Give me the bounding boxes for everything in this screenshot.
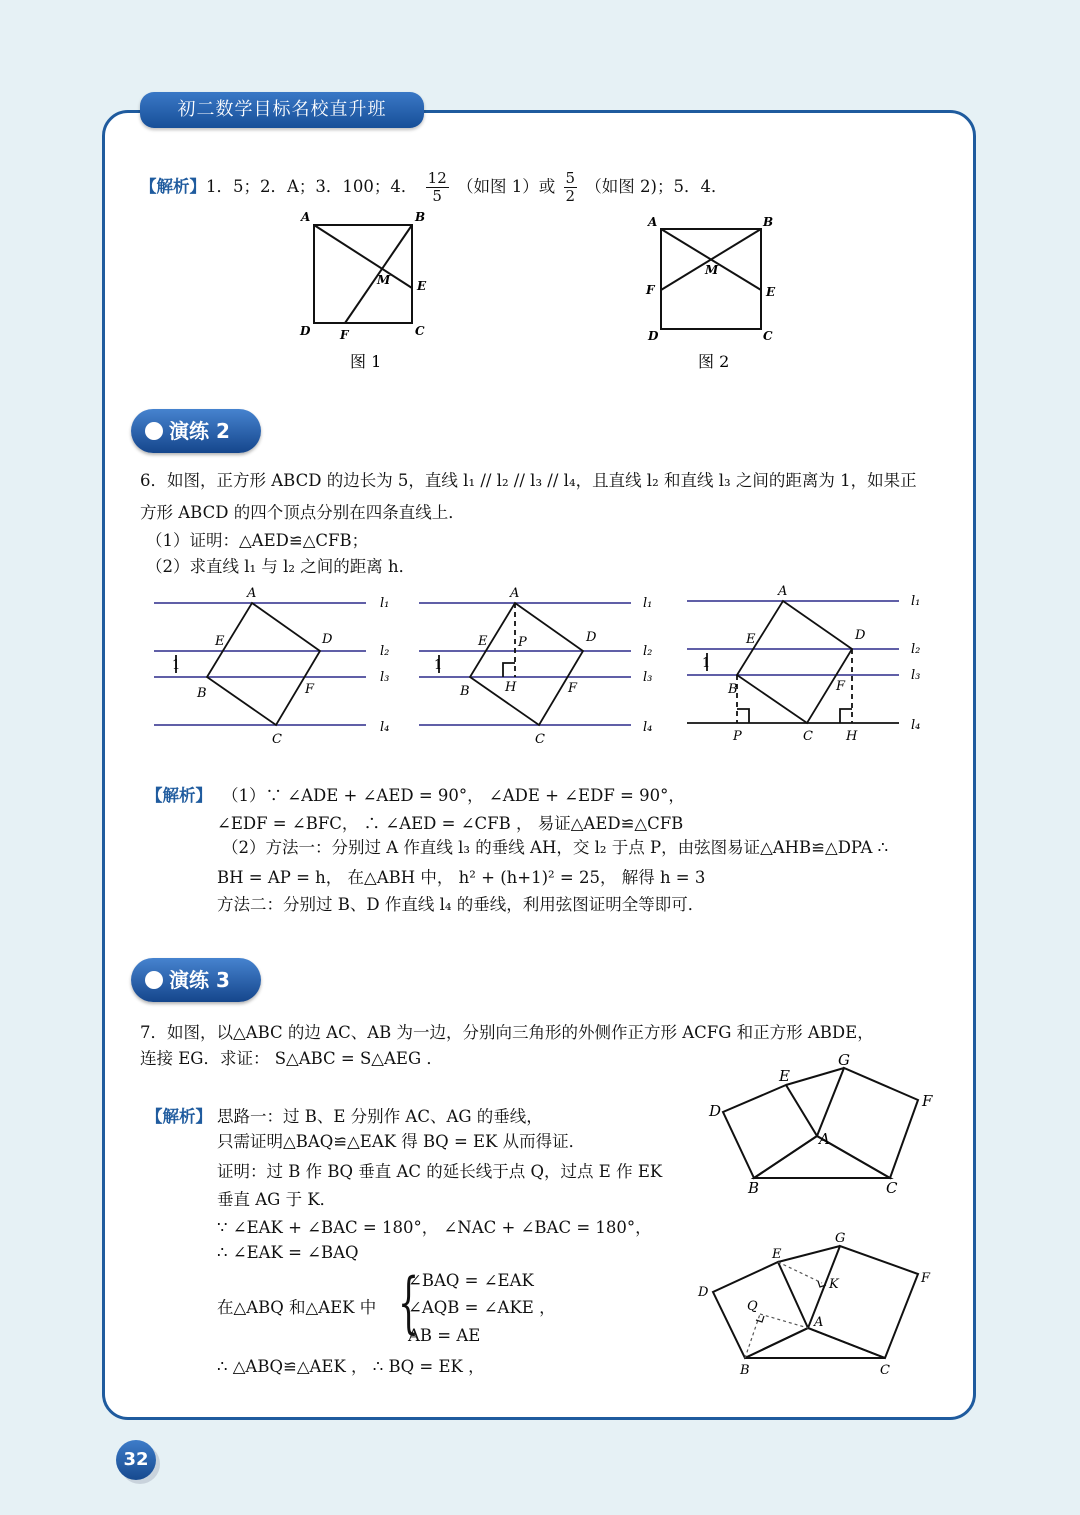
header-title: 初二数学目标名校直升班 — [140, 92, 424, 128]
fig2-label-d: D — [648, 329, 659, 343]
q7b-K: K — [829, 1277, 839, 1292]
fraction-5-2: $\frac{5}{2}$ — [565, 169, 576, 205]
q7a-F: F — [922, 1092, 933, 1110]
sol7-cond2: ∠AQB = ∠AKE ， — [408, 1298, 556, 1317]
q7a-D: D — [709, 1102, 722, 1120]
fraction-12-5: $\frac{12}{5}$ — [427, 169, 447, 205]
answer-part2: （如图 1）或 — [457, 177, 556, 196]
q7b-A: A — [814, 1315, 824, 1330]
sol7-cond1: ∠BAQ = ∠EAK — [408, 1271, 534, 1290]
q6-line2: 方形 ABCD 的四个顶点分别在四条直线上． — [140, 503, 465, 522]
bullet-icon — [145, 422, 163, 440]
sol6-line2: ∠EDF = ∠BFC， ∴ ∠AED = ∠CFB ， 易证△AED≌△CFB — [217, 814, 684, 833]
q7a-G: G — [838, 1051, 850, 1069]
q6c-l4: l₄ — [911, 718, 921, 733]
fig1-label-e: E — [417, 279, 427, 293]
q6c-one: 1 — [702, 656, 711, 671]
fig1-caption: 图 1 — [350, 352, 382, 371]
sol6-line1: （1）∵ ∠ADE + ∠AED = 90°， ∠ADE + ∠EDF = 90°， — [222, 786, 685, 805]
q6a-F: F — [305, 682, 315, 697]
fig1-label-m: M — [377, 273, 391, 287]
q6b-one: 1 — [434, 658, 443, 673]
q7b-B: B — [740, 1363, 750, 1378]
figure-1 — [295, 210, 435, 380]
sol7-line3: 证明：过 B 作 BQ 垂直 AC 的延长线于点 Q，过点 E 作 EK — [217, 1162, 663, 1181]
q6-sub2: （2）求直线 l₁ 与 l₂ 之间的距离 h． — [146, 557, 416, 576]
sol7-line8: ∴ △ABQ≌△AEK ， ∴ BQ = EK ， — [217, 1357, 485, 1376]
q6c-B: B — [728, 682, 738, 697]
q6-line1: 6．如图，正方形 ABCD 的边长为 5，直线 l₁ // l₂ // l₃ // l₄，且直线 l₂ 和直线 l₃ 之间的距离为 1，如果正 — [140, 471, 917, 490]
q6b-E: E — [478, 634, 488, 649]
q7a-A: A — [819, 1130, 830, 1148]
q6c-D: D — [855, 628, 866, 643]
q6-sub1: （1）证明：△AED≌△CFB； — [146, 531, 369, 550]
sol7-line6: ∴ ∠EAK = ∠BAQ — [217, 1243, 359, 1262]
q6a-l4: l₄ — [380, 720, 390, 735]
q6b-l3: l₃ — [643, 670, 653, 685]
q7-line1: 7．如图，以△ABC 的边 AC、AB 为一边，分别向三角形的外侧作正方形 ACFG 和正方形 ABDE， — [140, 1023, 874, 1042]
q6a-l3: l₃ — [380, 670, 390, 685]
answer-part1: 1．5；2．A；3．100；4． — [206, 177, 418, 196]
sol7-line7: 在△ABQ 和△AEK 中 — [217, 1298, 377, 1317]
q7-figure-2 — [690, 1228, 940, 1388]
q6c-l2: l₂ — [911, 642, 921, 657]
answers-line — [140, 170, 727, 205]
page-number: 32 — [116, 1440, 156, 1480]
q6a-E: E — [215, 634, 225, 649]
sol7-line4: 垂直 AG 于 K． — [217, 1190, 337, 1209]
q7b-D: D — [698, 1285, 709, 1300]
q7a-B: B — [748, 1179, 760, 1197]
brace-symbol: { — [398, 1264, 419, 1341]
fig2-label-a: A — [648, 215, 658, 229]
q6b-H: H — [505, 680, 517, 695]
fig1-label-b: B — [415, 210, 426, 224]
fig2-label-f: F — [646, 283, 655, 297]
q6a-D: D — [322, 632, 333, 647]
sol6-line5: 方法二：分别过 B、D 作直线 l₄ 的垂线，利用弦图证明全等即可． — [217, 895, 705, 914]
sol7-line5: ∵ ∠EAK + ∠BAC = 180°， ∠NAC + ∠BAC = 180°， — [217, 1218, 652, 1237]
q6b-B: B — [460, 684, 470, 699]
q6a-l1: l₁ — [380, 596, 390, 611]
sol7-line2: 只需证明△BAQ≌△EAK 得 BQ = EK 从而得证． — [217, 1132, 586, 1151]
q6a-l2: l₂ — [380, 644, 390, 659]
q6a-C: C — [272, 732, 282, 747]
fig2-label-c: C — [763, 329, 773, 343]
bullet-icon — [145, 971, 163, 989]
q6-figure-b — [415, 585, 665, 745]
q7b-C: C — [880, 1363, 890, 1378]
q6b-D: D — [586, 630, 597, 645]
q7b-F: F — [921, 1271, 931, 1286]
section-badge-2 — [131, 409, 261, 453]
q6a-one: 1 — [172, 658, 181, 673]
sol7-cond3: AB = AE — [408, 1326, 481, 1345]
fig1-label-f: F — [340, 328, 349, 342]
q7b-G: G — [835, 1231, 846, 1246]
q6b-P: P — [518, 635, 527, 650]
sol6-line3: （2）方法一：分别过 A 作直线 l₃ 的垂线 AH，交 l₂ 于点 P，由弦图易证△AHB≌△DPA ∴ — [222, 838, 889, 857]
figure-2 — [640, 212, 785, 382]
q6b-C: C — [535, 732, 545, 747]
section-badge-3 — [131, 958, 261, 1002]
q6-figure-c — [683, 583, 933, 748]
q7a-E: E — [779, 1067, 790, 1085]
q6c-H: H — [846, 729, 858, 744]
q6a-A: A — [247, 586, 257, 601]
q7-line2: 连接 EG．求证： S△ABC = S△AEG ． — [140, 1049, 443, 1068]
q6c-l3: l₃ — [911, 668, 921, 683]
q6a-B: B — [197, 686, 207, 701]
q6b-l2: l₂ — [643, 644, 653, 659]
q6c-E: E — [746, 632, 756, 647]
answer-label: 【解析】 — [140, 177, 206, 196]
fig1-label-c: C — [415, 324, 425, 338]
q6b-l1: l₁ — [643, 596, 653, 611]
q6b-F: F — [568, 681, 578, 696]
sol6-label: 【解析】 — [146, 786, 212, 805]
section-2-title: 演练 2 — [169, 419, 230, 443]
q6c-C: C — [803, 729, 813, 744]
q6b-A: A — [510, 586, 520, 601]
q6c-l1: l₁ — [911, 594, 921, 609]
fig2-caption: 图 2 — [698, 352, 730, 371]
q7b-Q: Q — [747, 1299, 758, 1314]
q6-figure-a — [150, 585, 400, 745]
answer-part3: （如图 2)；5．4． — [585, 177, 728, 196]
fig2-label-e: E — [766, 285, 776, 299]
fig1-label-d: D — [300, 324, 311, 338]
sol6-line4: BH = AP = h， 在△ABH 中， h² + (h+1)² = 25， 解得 h = 3 — [217, 868, 706, 887]
fig2-label-b: B — [763, 215, 774, 229]
q6c-P: P — [733, 729, 742, 744]
q6b-l4: l₄ — [643, 720, 653, 735]
fig2-label-m: M — [705, 263, 719, 277]
q6c-A: A — [778, 584, 788, 599]
q6c-F: F — [836, 679, 846, 694]
q7-figure-1 — [700, 1050, 945, 1200]
sol7-line1: 思路一：过 B、E 分别作 AC、AG 的垂线， — [217, 1107, 543, 1126]
section-3-title: 演练 3 — [169, 968, 230, 992]
q7a-C: C — [886, 1179, 898, 1197]
fig1-label-a: A — [301, 210, 311, 224]
q7b-E: E — [772, 1247, 782, 1262]
sol7-label: 【解析】 — [146, 1107, 212, 1126]
